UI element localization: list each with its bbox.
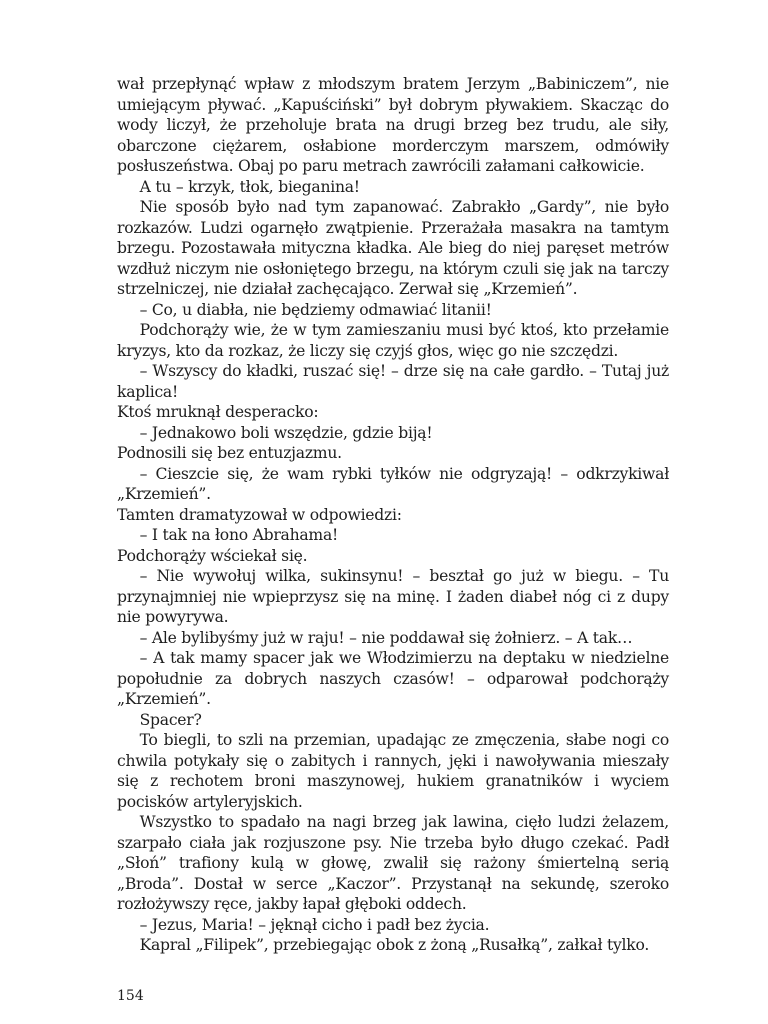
paragraph: – Co, u diabła, nie będziemy odmawiać litanii! [139, 300, 492, 319]
paragraph: Tamten dramatyzował w odpowiedzi: [117, 505, 402, 524]
paragraph: To biegli, to szli na przemian, upadając ze zmęczenia, słabe nogi co chwila potykały się o zabitych i rannych, jęki i nawoływania mieszały się z rechotem broni maszynowej, hukiem granatników i wyciem pocisków artyleryjskich. [117, 731, 669, 811]
paragraph: Ktoś mruknął desperacko: [117, 403, 319, 421]
page-number: 154 [117, 988, 144, 1004]
paragraph: Podchorąży wściekał się. [117, 546, 308, 565]
paragraph: – A tak mamy spacer jak we Włodzimierzu na deptaku w niedzielne popołudnie za dobrych naszych czasów! – odparował podchorąży „Krzemień”. [117, 649, 669, 708]
body-text [117, 74, 669, 956]
paragraph: – Ale bylibyśmy już w raju! – nie poddawał się żołnierz. – A tak… [139, 628, 633, 647]
paragraph: – Jednakowo boli wszędzie, gdzie biją! [139, 423, 433, 442]
paragraph: Podnosili się bez entuzjazmu. [117, 444, 342, 462]
paragraph: Podchorąży wie, że w tym zamieszaniu musi być ktoś, kto przełamie kryzys, kto da rozkaz, że liczy się czyjś głos, więc go nie szczędzi. [117, 321, 669, 360]
paragraph: – Cieszcie się, że wam rybki tyłków nie odgryzają! – odkrzykiwał „Krzemień”. [117, 464, 669, 503]
paragraph: A tu – krzyk, tłok, bieganina! [139, 177, 360, 196]
paragraph: Kapral „Filipek”, przebiegając obok z żoną „Rusałką”, załkał tylko. [139, 936, 650, 954]
paragraph: wał przepłynąć wpław z młodszym bratem Jerzym „Babiniczem”, nie umiejącym pływać. „Kapuściński” był dobrym pływakiem. Skacząc do wody liczył, że przeholuje brata na drugi brzeg bez trudu, ale siły, obarczone ciężarem, osłabione morderczym marszem, odmówiły posłuszeństwa. Obaj po paru metrach zawrócili załamani całkowicie. [117, 75, 669, 175]
paragraph: – I tak na łono Abrahama! [139, 526, 339, 544]
paragraph: Nie sposób było nad tym zapanować. Zabrakło „Gardy”, nie było rozkazów. Ludzi ogarnęło zwątpienie. Przerażała masakra na tamtym brzegu. Pozostawała mityczna kładka. Ale bieg do niej paręset metrów wzdłuż niczym nie osłoniętego brzegu, na którym czuli się jak na tarczy strzelniczej, nie działał zachęcająco. Zerwał się „Krzemień”. [117, 198, 669, 298]
paragraph: – Nie wywołuj wilka, sukinsynu! – beształ go już w biegu. – Tu przynajmniej nie wpieprzysz się na minę. I żaden diabeł nóg ci z dupy nie powyrywa. [117, 567, 669, 626]
paragraph: – Jezus, Maria! – jęknął cicho i padł bez życia. [139, 915, 490, 934]
paragraph: Wszystko to spadało na nagi brzeg jak lawina, cięło ludzi żelazem, szarpało ciała jak rozjuszone psy. Nie trzeba było długo czekać. Padł „Słoń” trafiony kulą w głowę, zwalił się rażony śmiertelną serią „Broda”. Dostał w serce „Kaczor”. Przystanął na sekundę, szeroko rozłożywszy ręce, jakby łapał głęboki oddech. [117, 813, 669, 913]
paragraph: – Wszyscy do kładki, ruszać się! – drze się na całe gardło. – Tutaj już kaplica! [117, 362, 669, 401]
paragraph: Spacer? [139, 710, 202, 729]
